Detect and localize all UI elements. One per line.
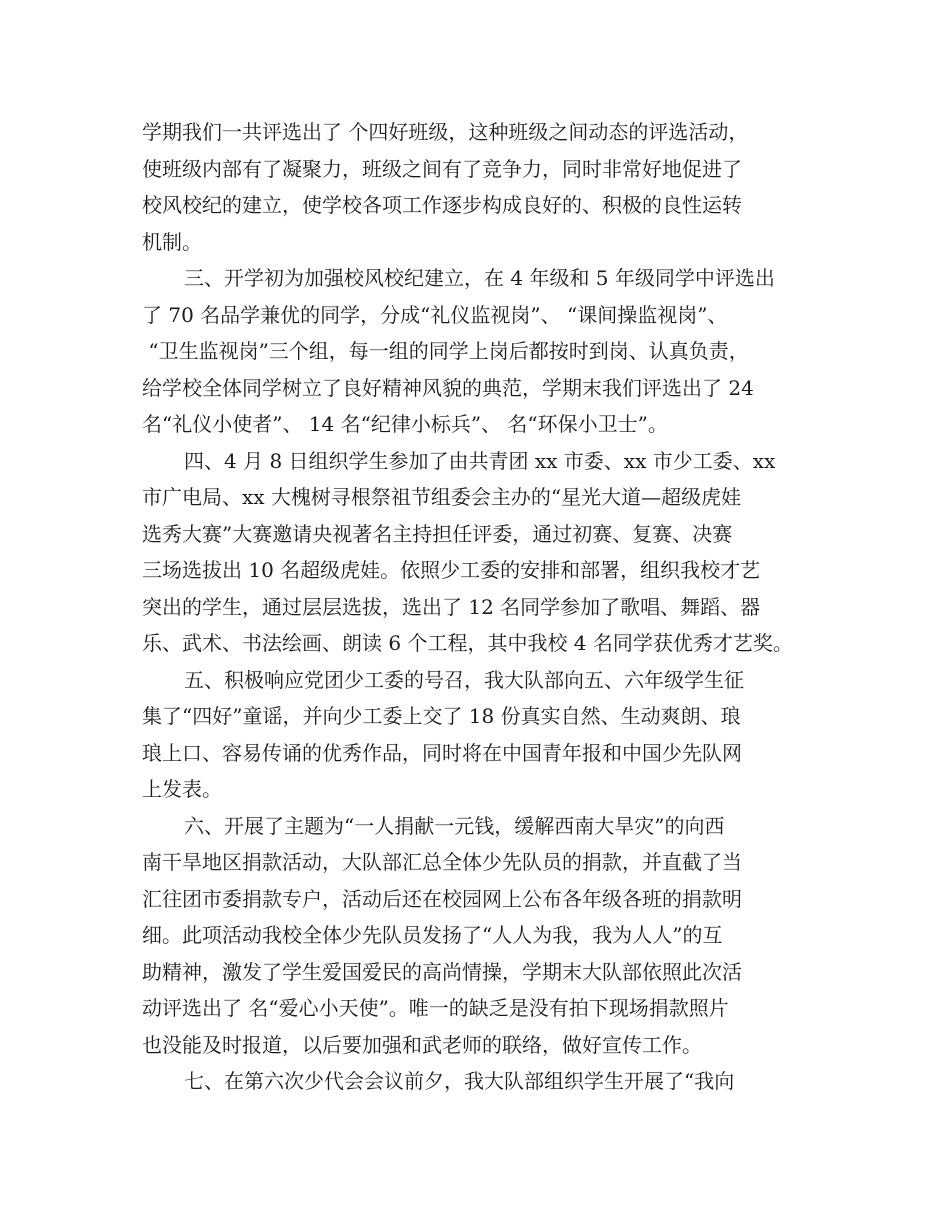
paragraph-start-line: 四、4 月 8 日组织学生参加了由共青团 xx 市委、xx 市少工委、xx — [184, 448, 776, 473]
text-line: 也没能及时报道，以后要加强和武老师的联络，做好宣传工作。 — [142, 1032, 702, 1057]
text-line: 琅上口、容易传诵的优秀作品，同时将在中国青年报和中国少先队网 — [142, 740, 742, 765]
text-line: 上发表。 — [142, 777, 222, 801]
text-line: 机制。 — [142, 229, 202, 254]
text-line: 突出的学生，通过层层选拔，选出了 12 名同学参加了歌唱、舞蹈、器 — [142, 594, 761, 619]
paragraph-start-line: 五、积极响应党团少工委的号召，我大队部向五、六年级学生征 — [184, 667, 744, 692]
text-line: 了 70 名品学兼优的同学，分成“礼仪监视岗”、 “课间操监视岗”、 — [142, 302, 728, 327]
text-line: 给学校全体同学树立了良好精神风貌的典范，学期末我们评选出了 24 — [142, 375, 754, 400]
text-line: 学期我们一共评选出了 个四好班级，这种班级之间动态的评选活动， — [142, 120, 749, 144]
paragraph-start-line: 六、开展了主题为“一人捐献一元钱，缓解西南大旱灾”的向西 — [184, 813, 725, 838]
text-line: 助精神，激发了学生爱国爱民的高尚情操，学期末大队部依照此次活 — [142, 959, 742, 984]
text-line: 集了“四好”童谣，并向少工委上交了 18 份真实自然、生动爽朗、琅 — [142, 704, 741, 728]
text-line: 选秀大赛”大赛邀请央视著名主持担任评委，通过初赛、复赛、决赛 — [142, 521, 733, 546]
text-line: 校风校纪的建立，使学校各项工作逐步构成良好的、积极的良性运转 — [142, 193, 742, 217]
text-line: 名“礼仪小使者”、 14 名“纪律小标兵”、 名“环保小卫士”。 — [142, 412, 668, 436]
text-line: 细。此项活动我校全体少先队员发扬了“人人为我，我为人人”的互 — [142, 923, 723, 947]
paragraph-start-line: 三、开学初为加强校风校纪建立，在 4 年级和 5 年级同学中评选出 — [184, 266, 775, 290]
text-line: 三场选拔出 10 名超级虎娃。依照少工委的安排和部署，组织我校才艺 — [142, 558, 761, 582]
text-line: 汇往团市委捐款专户，活动后还在校园网上公布各年级各班的捐款明 — [142, 886, 742, 911]
text-line: 南干旱地区捐款活动，大队部汇总全体少先队员的捐款，并直截了当 — [142, 850, 742, 874]
text-line: 动评选出了 名“爱心小天使”。唯一的缺乏是没有拍下现场捐款照片 — [142, 996, 729, 1020]
text-line: 市广电局、xx 大槐树寻根祭祖节组委会主办的“星光大道—超级虎娃 — [142, 485, 742, 509]
paragraph-start-line: 七、在第六次少代会会议前夕，我大队部组织学生开展了“我向 — [184, 1069, 735, 1093]
document-body — [142, 114, 820, 1100]
text-line: 使班级内部有了凝聚力，班级之间有了竞争力，同时非常好地促进了 — [142, 156, 742, 181]
text-line: “卫生监视岗”三个组，每一组的同学上岗后都按时到岗、认真负责， — [142, 339, 749, 363]
text-line: 乐、武术、书法绘画、朗读 6 个工程，其中我校 4 名同学获优秀才艺奖。 — [142, 631, 793, 655]
